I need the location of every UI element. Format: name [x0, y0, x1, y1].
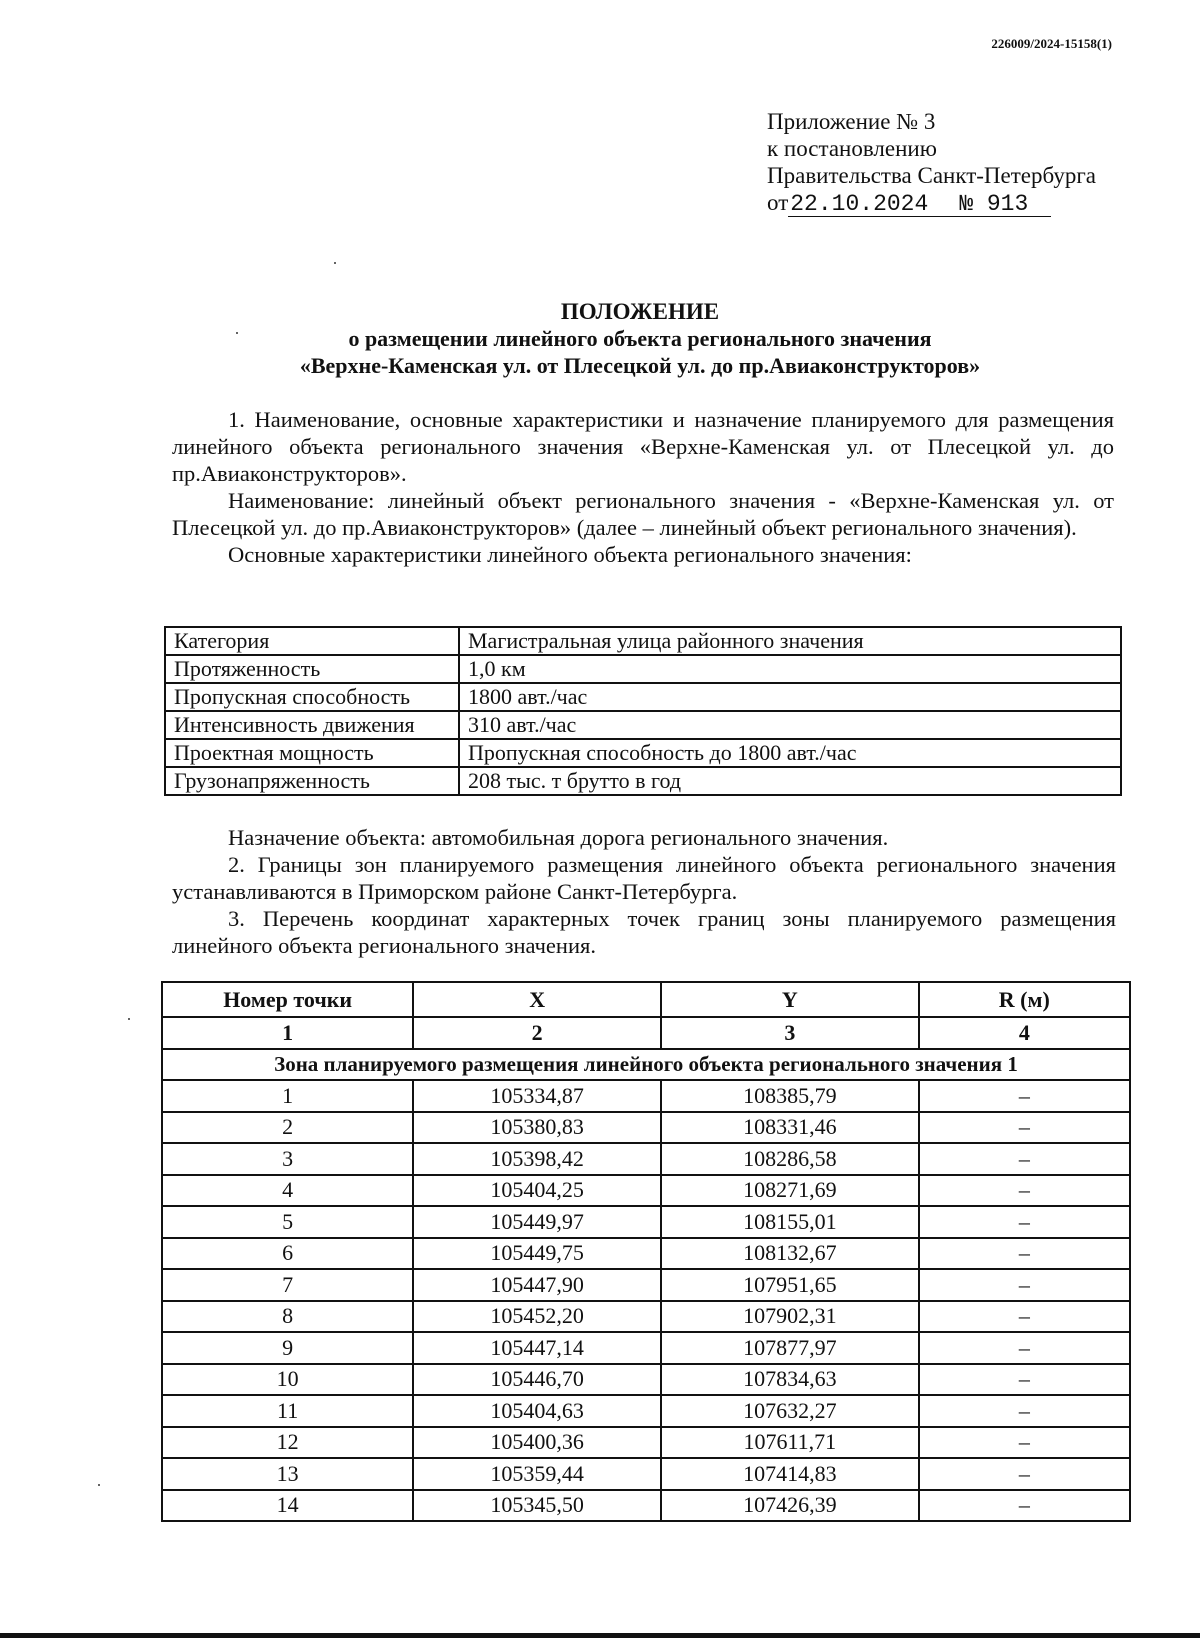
- characteristic-label: Пропускная способность: [165, 683, 459, 711]
- radius: –: [919, 1332, 1130, 1364]
- coord-x: 105449,97: [413, 1206, 661, 1238]
- paragraph-4: Назначение объекта: автомобильная дорога регионального значения.: [228, 825, 889, 850]
- characteristics-table: [164, 626, 1122, 796]
- radius: –: [919, 1080, 1130, 1112]
- coord-x: 105404,63: [413, 1395, 661, 1427]
- point-number: 12: [162, 1427, 413, 1459]
- appendix-line3: Правительства Санкт-Петербурга: [767, 163, 1096, 188]
- header-x: X: [413, 982, 661, 1017]
- zone-title: Зона планируемого размещения линейного объекта регионального значения 1: [162, 1049, 1130, 1081]
- coord-y: 107951,65: [661, 1269, 919, 1301]
- point-number: 14: [162, 1490, 413, 1522]
- coord-y: 108132,67: [661, 1238, 919, 1270]
- coord-x: 105446,70: [413, 1364, 661, 1396]
- coord-y: 108155,01: [661, 1206, 919, 1238]
- characteristic-value: 310 авт./час: [459, 711, 1121, 739]
- coordinate-row: [162, 1458, 1130, 1490]
- from-label: от: [767, 190, 789, 215]
- radius: –: [919, 1364, 1130, 1396]
- coord-x: 105447,14: [413, 1332, 661, 1364]
- characteristic-row: [165, 683, 1121, 711]
- column-index: 3: [661, 1017, 919, 1049]
- point-number: 13: [162, 1458, 413, 1490]
- radius: –: [919, 1206, 1130, 1238]
- resolution-date: 22.10.2024: [788, 192, 957, 217]
- coordinate-row: [162, 1206, 1130, 1238]
- characteristic-row: [165, 739, 1121, 767]
- coordinates-table: [161, 981, 1131, 1522]
- header-y: Y: [661, 982, 919, 1017]
- coordinate-row: [162, 1238, 1130, 1270]
- paragraph-6: 3. Перечень координат характерных точек границ зоны планируемого размещения линейного объекта регионального значения.: [172, 906, 1116, 958]
- header-point-number: Номер точки: [162, 982, 413, 1017]
- point-number: 3: [162, 1143, 413, 1175]
- point-number: 1: [162, 1080, 413, 1112]
- coordinate-row: [162, 1301, 1130, 1333]
- characteristic-value: Магистральная улица районного значения: [459, 627, 1121, 655]
- radius: –: [919, 1427, 1130, 1459]
- coordinate-row: [162, 1395, 1130, 1427]
- characteristic-row: [165, 711, 1121, 739]
- paragraph-3: Основные характеристики линейного объекта регионального значения:: [228, 542, 912, 567]
- scan-edge-line: [0, 1633, 1200, 1638]
- zone-title-row: [162, 1049, 1130, 1081]
- characteristic-row: [165, 655, 1121, 683]
- coord-x: 105345,50: [413, 1490, 661, 1522]
- characteristic-row: [165, 767, 1121, 795]
- characteristic-label: Категория: [165, 627, 459, 655]
- coord-y: 107426,39: [661, 1490, 919, 1522]
- coord-header-row: [162, 982, 1130, 1017]
- scan-speck: [98, 1484, 100, 1486]
- coordinate-row: [162, 1364, 1130, 1396]
- coordinate-row: [162, 1080, 1130, 1112]
- radius: –: [919, 1175, 1130, 1207]
- point-number: 11: [162, 1395, 413, 1427]
- column-index: 1: [162, 1017, 413, 1049]
- resolution-number-field: [957, 192, 1051, 217]
- coord-x: 105398,42: [413, 1143, 661, 1175]
- title-main: ПОЛОЖЕНИЕ: [560, 299, 720, 324]
- paragraph-5: 2. Границы зон планируемого размещения линейного объекта регионального значения устанавливаются в Приморском районе Санкт-Петербурга.: [172, 852, 1116, 904]
- coord-x: 105404,25: [413, 1175, 661, 1207]
- radius: –: [919, 1301, 1130, 1333]
- title-line3: «Верхне-Каменская ул. от Плесецкой ул. до пр.Авиаконструкторов»: [299, 353, 981, 378]
- point-number: 6: [162, 1238, 413, 1270]
- radius: –: [919, 1143, 1130, 1175]
- header-radius: R (м): [919, 982, 1130, 1017]
- coord-y: 108271,69: [661, 1175, 919, 1207]
- coord-x: 105447,90: [413, 1269, 661, 1301]
- coordinate-row: [162, 1143, 1130, 1175]
- appendix-line2: к постановлению: [767, 136, 937, 161]
- characteristic-value: 1800 авт./час: [459, 683, 1121, 711]
- characteristic-label: Грузонапряженность: [165, 767, 459, 795]
- appendix-date-line: [767, 189, 1096, 217]
- coordinate-row: [162, 1112, 1130, 1144]
- coord-x: 105400,36: [413, 1427, 661, 1459]
- characteristic-label: Проектная мощность: [165, 739, 459, 767]
- characteristic-value: 1,0 км: [459, 655, 1121, 683]
- characteristic-value: 208 тыс. т брутто в год: [459, 767, 1121, 795]
- point-number: 2: [162, 1112, 413, 1144]
- radius: –: [919, 1458, 1130, 1490]
- coord-y: 107834,63: [661, 1364, 919, 1396]
- scan-speck: [128, 1018, 130, 1020]
- point-number: 7: [162, 1269, 413, 1301]
- characteristic-label: Интенсивность движения: [165, 711, 459, 739]
- coordinate-row: [162, 1332, 1130, 1364]
- appendix-block: [767, 108, 1096, 217]
- characteristic-value: Пропускная способность до 1800 авт./час: [459, 739, 1121, 767]
- scan-speck: [236, 332, 238, 334]
- title-line2: о размещении линейного объекта регионального значения: [348, 326, 932, 351]
- coord-x: 105449,75: [413, 1238, 661, 1270]
- body-section-2: [172, 824, 1116, 959]
- point-number: 9: [162, 1332, 413, 1364]
- column-index: 4: [919, 1017, 1130, 1049]
- scan-speck: [334, 262, 336, 264]
- paragraph-2: Наименование: линейный объект регионального значения - «Верхне-Каменская ул. от Плесецкой ул. до пр.Авиаконструкторов» (далее – линейный объект регионального значения).: [172, 488, 1114, 540]
- radius: –: [919, 1490, 1130, 1522]
- coord-y: 107877,97: [661, 1332, 919, 1364]
- radius: –: [919, 1112, 1130, 1144]
- column-index-row: [162, 1017, 1130, 1049]
- coord-y: 107414,83: [661, 1458, 919, 1490]
- document-number: 226009/2024-15158(1): [991, 36, 1112, 51]
- coord-y: 107632,27: [661, 1395, 919, 1427]
- coord-x: 105452,20: [413, 1301, 661, 1333]
- point-number: 5: [162, 1206, 413, 1238]
- appendix-line1: Приложение № 3: [767, 109, 936, 134]
- coord-x: 105380,83: [413, 1112, 661, 1144]
- coordinate-row: [162, 1175, 1130, 1207]
- resolution-number: 913: [986, 191, 1029, 217]
- radius: –: [919, 1269, 1130, 1301]
- point-number: 8: [162, 1301, 413, 1333]
- coord-y: 107902,31: [661, 1301, 919, 1333]
- body-section-1: [172, 406, 1114, 568]
- radius: –: [919, 1395, 1130, 1427]
- number-label: №: [959, 191, 974, 217]
- coord-y: 108385,79: [661, 1080, 919, 1112]
- paragraph-1: 1. Наименование, основные характеристики и назначение планируемого для размещения линейного объекта регионального значения «Верхне-Каменская ул. от Плесецкой ул. до пр.Авиаконструкторов».: [172, 407, 1114, 486]
- column-index: 2: [413, 1017, 661, 1049]
- point-number: 4: [162, 1175, 413, 1207]
- coord-y: 108286,58: [661, 1143, 919, 1175]
- radius: –: [919, 1238, 1130, 1270]
- coord-x: 105334,87: [413, 1080, 661, 1112]
- coord-y: 107611,71: [661, 1427, 919, 1459]
- point-number: 10: [162, 1364, 413, 1396]
- characteristic-label: Протяженность: [165, 655, 459, 683]
- document-title: [140, 298, 1140, 379]
- coord-y: 108331,46: [661, 1112, 919, 1144]
- coordinate-row: [162, 1269, 1130, 1301]
- coordinate-row: [162, 1490, 1130, 1522]
- coordinate-row: [162, 1427, 1130, 1459]
- coord-x: 105359,44: [413, 1458, 661, 1490]
- characteristic-row: [165, 627, 1121, 655]
